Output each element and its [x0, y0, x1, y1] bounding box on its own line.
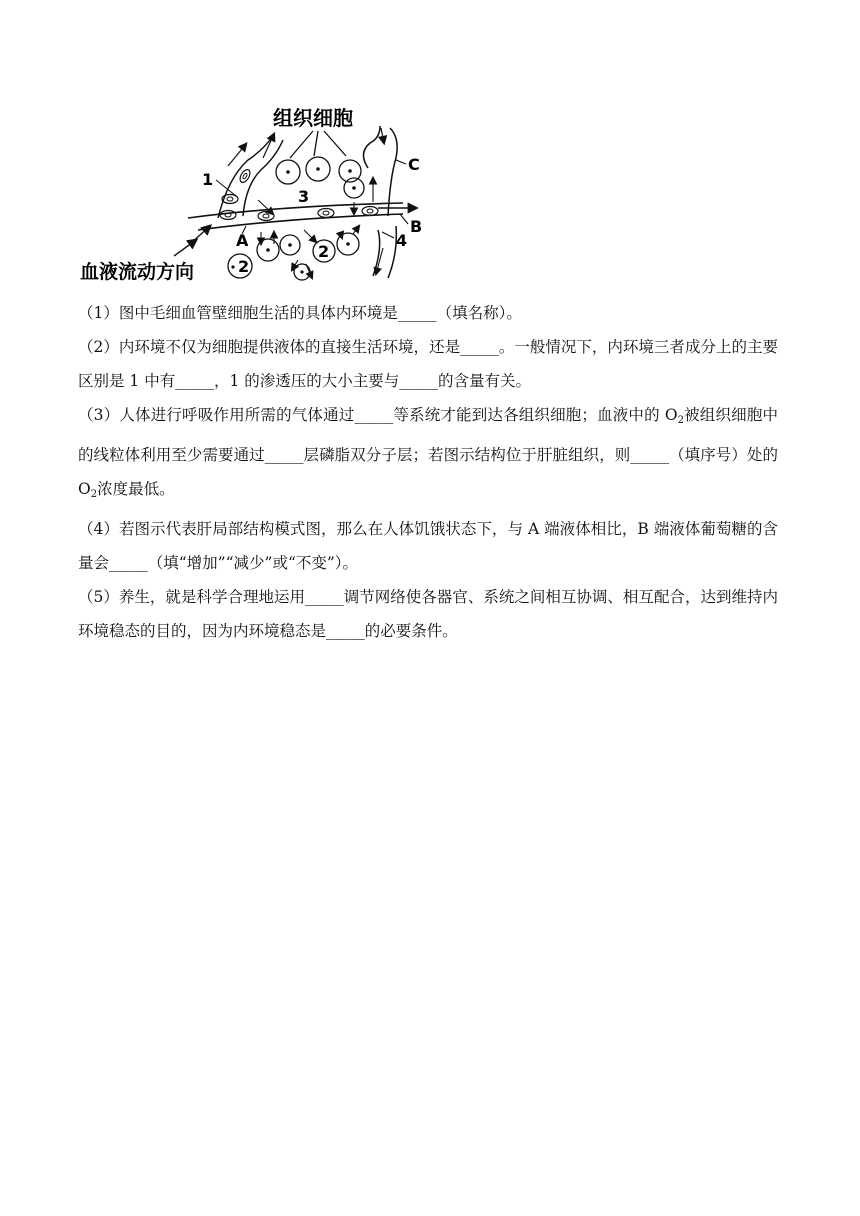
question-5: （5）养生，就是科学合理地运用_____调节网络使各器官、系统之间相互协调、相互配合，达到维持内环境稳态的目的，因为内环境稳态是_____的必要条件。 — [78, 588, 778, 640]
label-tissue-cells: 组织细胞 — [273, 106, 353, 130]
question-3-part-3: 浓度最低。 — [97, 480, 175, 498]
question-3 — [78, 398, 778, 512]
question-list — [78, 296, 778, 648]
tissue-diagram — [78, 98, 438, 288]
question-3-part-2: 被组织细胞中的线粒体利用至少需要通过_____层磷脂双分子层；若图示结构位于肝脏组织，则_____（填序号）处的 O — [78, 406, 778, 498]
label-2b: 2 — [238, 257, 250, 276]
tissue-diagram-svg — [78, 98, 438, 288]
label-2a: 2 — [318, 242, 330, 261]
label-4: 4 — [396, 231, 408, 250]
o2-subscript-1: 2 — [677, 415, 684, 426]
label-a: A — [236, 231, 249, 250]
tissue-cells-top — [276, 157, 364, 198]
question-3-part-1: （3）人体进行呼吸作用所需的气体通过_____等系统才能到达各组织细胞；血液中的 O — [78, 406, 678, 424]
label-c: C — [408, 155, 420, 174]
label-1: 1 — [202, 170, 214, 189]
question-4: （4）若图示代表肝局部结构模式图，那么在人体饥饿状态下，与 A 端液体相比，B 端液体葡萄糖的含量会_____（填“增加”“减少”或“不变”）。 — [78, 520, 778, 572]
label-blood-flow: 血液流动方向 — [80, 261, 195, 283]
label-3: 3 — [298, 187, 310, 206]
capillary-wall-bottom — [198, 214, 403, 230]
question-1: （1）图中毛细血管壁细胞生活的具体内环境是_____（填名称）。 — [78, 304, 522, 322]
label-b: B — [410, 217, 423, 236]
lymph-capillary-c — [363, 126, 380, 168]
question-2: （2）内环境不仅为细胞提供液体的直接生活环境，还是_____。一般情况下，内环境三者成分上的主要区别是 1 中有_____，1 的渗透压的大小主要与_____的含量有关。 — [78, 338, 778, 390]
o2-subscript-2: 2 — [90, 489, 98, 500]
